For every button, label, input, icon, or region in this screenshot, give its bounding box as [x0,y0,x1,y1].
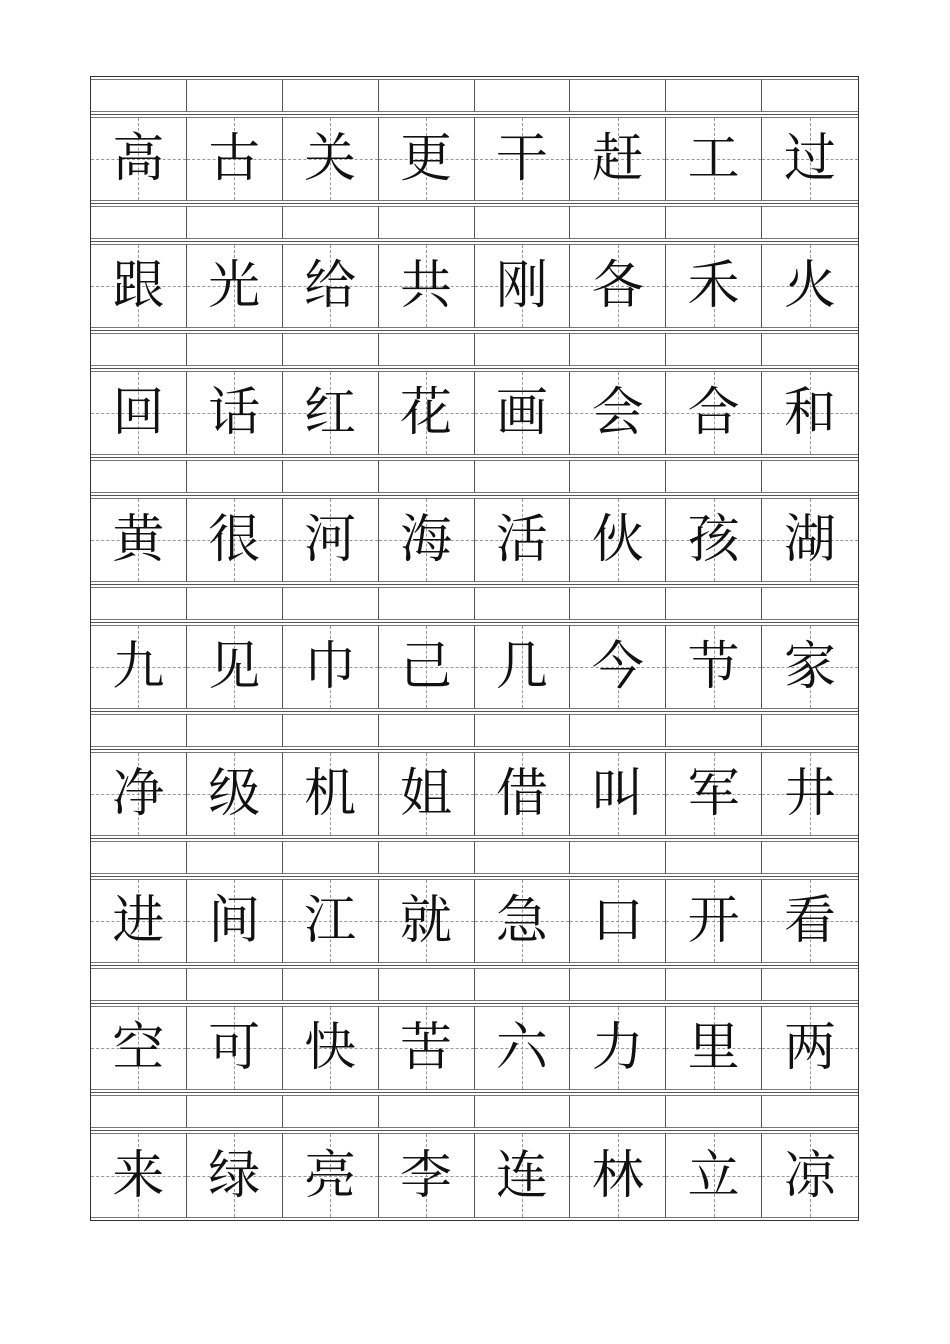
character-glyph: 看 [784,891,837,951]
character-box[interactable] [187,879,283,963]
character-box[interactable] [475,371,571,455]
character-box[interactable] [283,752,379,836]
pinyin-box[interactable] [283,714,379,747]
row-block [91,712,858,839]
character-box[interactable] [762,244,858,328]
character-row [91,877,858,966]
pinyin-box[interactable] [666,1095,762,1128]
pinyin-box[interactable] [762,587,858,620]
pinyin-box[interactable] [379,968,475,1001]
row-block [91,585,858,712]
character-box[interactable] [666,371,762,455]
pinyin-box[interactable] [283,1095,379,1128]
character-box[interactable] [666,117,762,201]
pinyin-box[interactable] [283,206,379,239]
character-glyph: 黄 [112,510,165,570]
character-glyph: 给 [304,256,357,316]
row-block [91,458,858,585]
character-box[interactable] [379,879,475,963]
pinyin-box[interactable] [379,587,475,620]
character-glyph: 级 [208,764,261,824]
character-glyph: 井 [784,764,837,824]
character-box[interactable] [762,879,858,963]
character-glyph: 和 [784,383,837,443]
pinyin-box[interactable] [666,968,762,1001]
character-box[interactable] [570,1133,666,1218]
character-box[interactable] [762,371,858,455]
pinyin-box[interactable] [187,79,283,112]
character-box[interactable] [570,371,666,455]
character-glyph: 今 [591,637,644,697]
character-glyph: 九 [112,637,165,697]
character-glyph: 河 [304,510,357,570]
character-box[interactable] [475,244,571,328]
character-box[interactable] [475,752,571,836]
pinyin-box[interactable] [91,333,187,366]
character-box[interactable] [187,117,283,201]
row-block [91,966,858,1093]
character-box[interactable] [283,625,379,709]
character-glyph: 力 [591,1018,644,1078]
character-glyph: 里 [687,1018,740,1078]
character-glyph: 共 [400,256,453,316]
character-box[interactable] [570,752,666,836]
pinyin-box[interactable] [570,841,666,874]
character-box[interactable] [379,1133,475,1218]
character-glyph: 可 [208,1018,261,1078]
character-row [91,115,858,204]
pinyin-box[interactable] [91,206,187,239]
character-box[interactable] [91,1006,187,1090]
character-glyph: 很 [208,510,261,570]
pinyin-box[interactable] [666,714,762,747]
pinyin-box[interactable] [91,1095,187,1128]
character-box[interactable] [91,244,187,328]
pinyin-box[interactable] [762,841,858,874]
practice-grid [90,76,859,1221]
character-glyph: 叫 [591,764,644,824]
pinyin-box[interactable] [570,333,666,366]
pinyin-box[interactable] [666,460,762,493]
character-box[interactable] [379,371,475,455]
character-box[interactable] [283,498,379,582]
pinyin-box[interactable] [187,714,283,747]
character-glyph: 海 [400,510,453,570]
character-row [91,496,858,585]
character-glyph: 关 [304,129,357,189]
pinyin-row [91,204,858,242]
character-glyph: 来 [112,1145,165,1206]
pinyin-box[interactable] [187,968,283,1001]
pinyin-row [91,458,858,496]
character-row [91,242,858,331]
character-box[interactable] [475,625,571,709]
character-glyph: 家 [784,637,837,697]
pinyin-box[interactable] [187,460,283,493]
character-box[interactable] [379,752,475,836]
character-glyph: 军 [687,764,740,824]
pinyin-box[interactable] [475,460,571,493]
pinyin-box[interactable] [187,587,283,620]
character-glyph: 会 [591,383,644,443]
character-box[interactable] [762,625,858,709]
character-glyph: 六 [495,1018,548,1078]
character-box[interactable] [91,879,187,963]
pinyin-box[interactable] [762,460,858,493]
character-glyph: 光 [208,256,261,316]
character-box[interactable] [379,625,475,709]
character-box[interactable] [187,1133,283,1218]
pinyin-box[interactable] [666,841,762,874]
character-glyph: 林 [591,1145,644,1206]
pinyin-box[interactable] [187,206,283,239]
pinyin-box[interactable] [570,460,666,493]
pinyin-box[interactable] [379,206,475,239]
pinyin-box[interactable] [379,79,475,112]
pinyin-row [91,966,858,1004]
character-glyph: 开 [687,891,740,951]
character-glyph: 高 [112,129,165,189]
character-glyph: 花 [400,383,453,443]
character-glyph: 苦 [400,1018,453,1078]
character-box[interactable] [666,625,762,709]
character-row [91,1131,858,1220]
character-glyph: 连 [495,1145,548,1206]
character-box[interactable] [475,1133,571,1218]
character-glyph: 间 [208,891,261,951]
character-glyph: 口 [591,891,644,951]
character-box[interactable] [91,498,187,582]
character-glyph: 亮 [304,1145,357,1206]
character-glyph: 就 [400,891,453,951]
row-block [91,204,858,331]
pinyin-box[interactable] [379,460,475,493]
character-glyph: 急 [495,891,548,951]
character-glyph: 进 [112,891,165,951]
character-glyph: 空 [112,1018,165,1078]
pinyin-box[interactable] [379,333,475,366]
pinyin-box[interactable] [570,968,666,1001]
character-glyph: 巾 [304,637,357,697]
pinyin-box[interactable] [91,79,187,112]
character-box[interactable] [475,879,571,963]
character-box[interactable] [570,117,666,201]
pinyin-box[interactable] [283,968,379,1001]
character-box[interactable] [762,498,858,582]
pinyin-box[interactable] [762,333,858,366]
character-box[interactable] [762,117,858,201]
character-box[interactable] [762,1006,858,1090]
character-box[interactable] [666,1006,762,1090]
character-box[interactable] [187,1006,283,1090]
character-glyph: 伙 [591,510,644,570]
character-box[interactable] [666,752,762,836]
character-row [91,369,858,458]
character-row [91,1004,858,1093]
pinyin-box[interactable] [475,714,571,747]
pinyin-box[interactable] [762,1095,858,1128]
character-glyph: 净 [112,764,165,824]
character-glyph: 江 [304,891,357,951]
character-box[interactable] [187,371,283,455]
pinyin-box[interactable] [283,79,379,112]
character-box[interactable] [666,498,762,582]
pinyin-box[interactable] [283,587,379,620]
character-glyph: 孩 [687,510,740,570]
character-box[interactable] [283,1006,379,1090]
character-glyph: 禾 [687,256,740,316]
pinyin-box[interactable] [187,1095,283,1128]
character-box[interactable] [379,1006,475,1090]
pinyin-box[interactable] [475,206,571,239]
pinyin-box[interactable] [187,333,283,366]
character-box[interactable] [283,244,379,328]
pinyin-box[interactable] [570,1095,666,1128]
character-glyph: 几 [495,637,548,697]
pinyin-box[interactable] [475,587,571,620]
row-block [91,839,858,966]
character-glyph: 更 [400,129,453,189]
character-row [91,750,858,839]
character-box[interactable] [283,117,379,201]
character-box[interactable] [570,1006,666,1090]
character-box[interactable] [91,752,187,836]
pinyin-row [91,712,858,750]
row-block [91,1093,858,1220]
pinyin-box[interactable] [379,714,475,747]
row-block [91,331,858,458]
character-box[interactable] [475,117,571,201]
character-glyph: 干 [495,129,548,189]
character-box[interactable] [379,498,475,582]
character-box[interactable] [91,625,187,709]
pinyin-box[interactable] [570,714,666,747]
pinyin-box[interactable] [475,841,571,874]
pinyin-box[interactable] [666,79,762,112]
character-box[interactable] [379,117,475,201]
character-glyph: 各 [591,256,644,316]
pinyin-row [91,1093,858,1131]
pinyin-box[interactable] [762,206,858,239]
pinyin-box[interactable] [91,714,187,747]
character-box[interactable] [283,879,379,963]
pinyin-box[interactable] [379,1095,475,1128]
character-glyph: 工 [687,129,740,189]
pinyin-box[interactable] [762,714,858,747]
pinyin-box[interactable] [570,587,666,620]
character-box[interactable] [91,117,187,201]
character-box[interactable] [283,1133,379,1218]
pinyin-box[interactable] [91,968,187,1001]
pinyin-row [91,585,858,623]
character-box[interactable] [187,244,283,328]
pinyin-box[interactable] [475,79,571,112]
pinyin-box[interactable] [475,333,571,366]
character-glyph: 李 [400,1145,453,1206]
pinyin-box[interactable] [187,841,283,874]
pinyin-box[interactable] [666,587,762,620]
character-glyph: 见 [208,637,261,697]
character-glyph: 凉 [784,1145,837,1206]
character-glyph: 回 [112,383,165,443]
pinyin-row [91,839,858,877]
character-box[interactable] [570,498,666,582]
pinyin-box[interactable] [91,841,187,874]
character-glyph: 借 [495,764,548,824]
character-box[interactable] [570,625,666,709]
pinyin-box[interactable] [91,460,187,493]
pinyin-row [91,331,858,369]
character-glyph: 立 [687,1145,740,1206]
pinyin-box[interactable] [762,79,858,112]
character-glyph: 节 [687,637,740,697]
character-glyph: 话 [208,383,261,443]
character-glyph: 刚 [495,256,548,316]
character-box[interactable] [475,498,571,582]
character-box[interactable] [91,1133,187,1218]
pinyin-box[interactable] [91,587,187,620]
pinyin-box[interactable] [283,460,379,493]
character-box[interactable] [666,1133,762,1218]
pinyin-box[interactable] [475,968,571,1001]
character-box[interactable] [570,244,666,328]
character-glyph: 机 [304,764,357,824]
character-box[interactable] [187,498,283,582]
character-glyph: 姐 [400,764,453,824]
character-glyph: 活 [495,510,548,570]
character-box[interactable] [187,752,283,836]
pinyin-box[interactable] [475,1095,571,1128]
character-box[interactable] [762,752,858,836]
pinyin-box[interactable] [283,333,379,366]
pinyin-box[interactable] [762,968,858,1001]
character-box[interactable] [91,371,187,455]
pinyin-box[interactable] [570,79,666,112]
character-row [91,623,858,712]
character-glyph: 合 [687,383,740,443]
row-block [91,77,858,204]
character-box[interactable] [570,879,666,963]
pinyin-box[interactable] [666,206,762,239]
pinyin-box[interactable] [379,841,475,874]
character-box[interactable] [379,244,475,328]
character-box[interactable] [283,371,379,455]
character-glyph: 快 [304,1018,357,1078]
pinyin-box[interactable] [570,206,666,239]
character-glyph: 湖 [784,510,837,570]
character-glyph: 古 [208,129,261,189]
character-glyph: 赶 [591,129,644,189]
character-glyph: 跟 [112,256,165,316]
character-box[interactable] [187,625,283,709]
character-glyph: 红 [304,383,357,443]
pinyin-row [91,77,858,115]
pinyin-box[interactable] [666,333,762,366]
character-box[interactable] [666,879,762,963]
character-glyph: 己 [400,637,453,697]
character-box[interactable] [475,1006,571,1090]
character-glyph: 过 [784,129,837,189]
character-glyph: 绿 [208,1145,261,1206]
character-glyph: 两 [784,1018,837,1078]
character-glyph: 火 [784,256,837,316]
character-box[interactable] [762,1133,858,1218]
character-glyph: 画 [495,383,548,443]
pinyin-box[interactable] [283,841,379,874]
character-box[interactable] [666,244,762,328]
